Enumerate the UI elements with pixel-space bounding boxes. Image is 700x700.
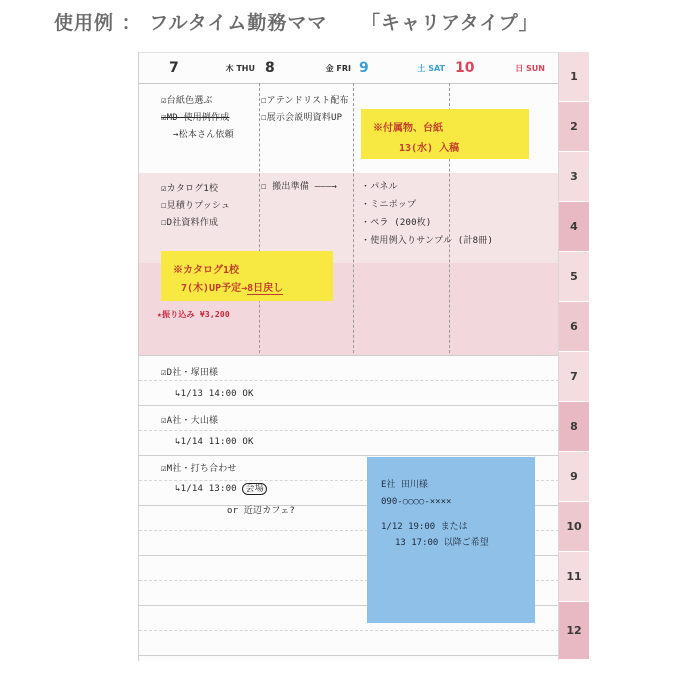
note-item: ☑A社・大山様 [161, 416, 219, 426]
month-tab[interactable]: 8 [559, 402, 589, 452]
sticky-note-blue [367, 457, 535, 623]
sticky-line: ※付属物、台紙 [373, 123, 443, 134]
note-item: ☑MD 使用例作成 [161, 113, 230, 123]
rule-line [139, 655, 559, 656]
day-label: 日 SUN [515, 63, 545, 73]
rule-line [139, 430, 559, 431]
sticky-line: 13 17:00 以降ご希望 [395, 538, 489, 548]
note-item: ・ペラ (200枚) [361, 218, 432, 228]
column-divider [353, 83, 354, 353]
month-tab[interactable]: 2 [559, 102, 589, 152]
note-item: ☐見積りプッシュ [161, 201, 231, 211]
month-tab[interactable]: 11 [559, 552, 589, 602]
note-item: ☐D社資料作成 [161, 218, 219, 228]
day-sat [359, 53, 451, 83]
note-item: ↳1/14 11:00 OK [175, 437, 254, 447]
note-item: ☑D社・塚田様 [161, 368, 219, 378]
sticky-note-yellow-top [361, 109, 529, 159]
note-item: ☐展示会説明資料UP [261, 113, 343, 123]
note-item: ☐アテンドリスト配布 [261, 96, 349, 106]
month-tab[interactable]: 6 [559, 302, 589, 352]
note-item: ・使用例入りサンプル (計8冊) [361, 236, 494, 246]
planner-page [138, 52, 559, 661]
day-number: 9 [359, 60, 369, 76]
day-fri [265, 53, 357, 83]
day-number: 8 [265, 60, 275, 76]
sticky-line: 090-○○○○-×××× [381, 497, 452, 507]
note-item: ☑カタログ1校 [161, 184, 219, 194]
sticky-underlined: 8日戻し [247, 283, 284, 294]
note-text: ↳1/14 13:00 [175, 484, 237, 494]
rule-line [139, 630, 559, 631]
day-label: 土 SAT [417, 63, 445, 73]
note-item: ☑台紙色選ぶ [161, 96, 213, 106]
caption-type: 「キャリアタイプ」 [360, 12, 539, 34]
note-item: ・ミニポップ [361, 200, 417, 210]
day-label: 金 FRI [325, 63, 351, 73]
note-item: ★振り込み ¥3,200 [157, 310, 230, 319]
caption-prefix: 使用例 ： [54, 12, 142, 34]
sticky-line: 13(水) 入稿 [399, 143, 460, 154]
circled-word: 会場 [242, 483, 266, 495]
note-item: ☑M社・打ち合わせ [161, 464, 237, 474]
day-label: 木 THU [225, 63, 255, 73]
day-thu [169, 53, 261, 83]
sticky-text: 7(木)UP予定→ [181, 283, 248, 294]
page-caption [54, 8, 539, 35]
note-item: or 近辺カフェ? [227, 506, 296, 516]
month-tab[interactable]: 3 [559, 152, 589, 202]
month-tab[interactable]: 1 [559, 52, 589, 102]
month-tab[interactable]: 5 [559, 252, 589, 302]
note-item: ↳1/13 14:00 OK [175, 389, 254, 399]
note-item [175, 481, 267, 494]
month-tab[interactable]: 7 [559, 352, 589, 402]
day-sun [455, 53, 551, 83]
month-tab[interactable]: 4 [559, 202, 589, 252]
sticky-line: 1/12 19:00 または [381, 522, 468, 532]
sticky-line [181, 279, 283, 294]
note-item: →松本さん依頼 [173, 130, 234, 140]
month-tab[interactable]: 9 [559, 452, 589, 502]
rule-line [139, 455, 559, 456]
day-number: 7 [169, 60, 179, 76]
month-tab[interactable]: 10 [559, 502, 589, 552]
rule-line [139, 405, 559, 406]
note-item: ☐ 搬出準備 ———→ [261, 182, 338, 192]
sticky-line: E社 田川様 [381, 480, 428, 490]
month-tabs [558, 52, 589, 660]
sticky-note-yellow-mid [161, 251, 333, 301]
rule-line [139, 380, 559, 381]
column-divider [259, 83, 260, 353]
rule-line [139, 355, 559, 356]
note-item: ・パネル [361, 182, 398, 192]
week-header [139, 53, 559, 84]
caption-title: フルタイム勤務ママ [149, 12, 328, 34]
day-number: 10 [455, 60, 475, 76]
sticky-line: ※カタログ1校 [173, 265, 240, 276]
month-tab[interactable]: 12 [559, 602, 589, 660]
